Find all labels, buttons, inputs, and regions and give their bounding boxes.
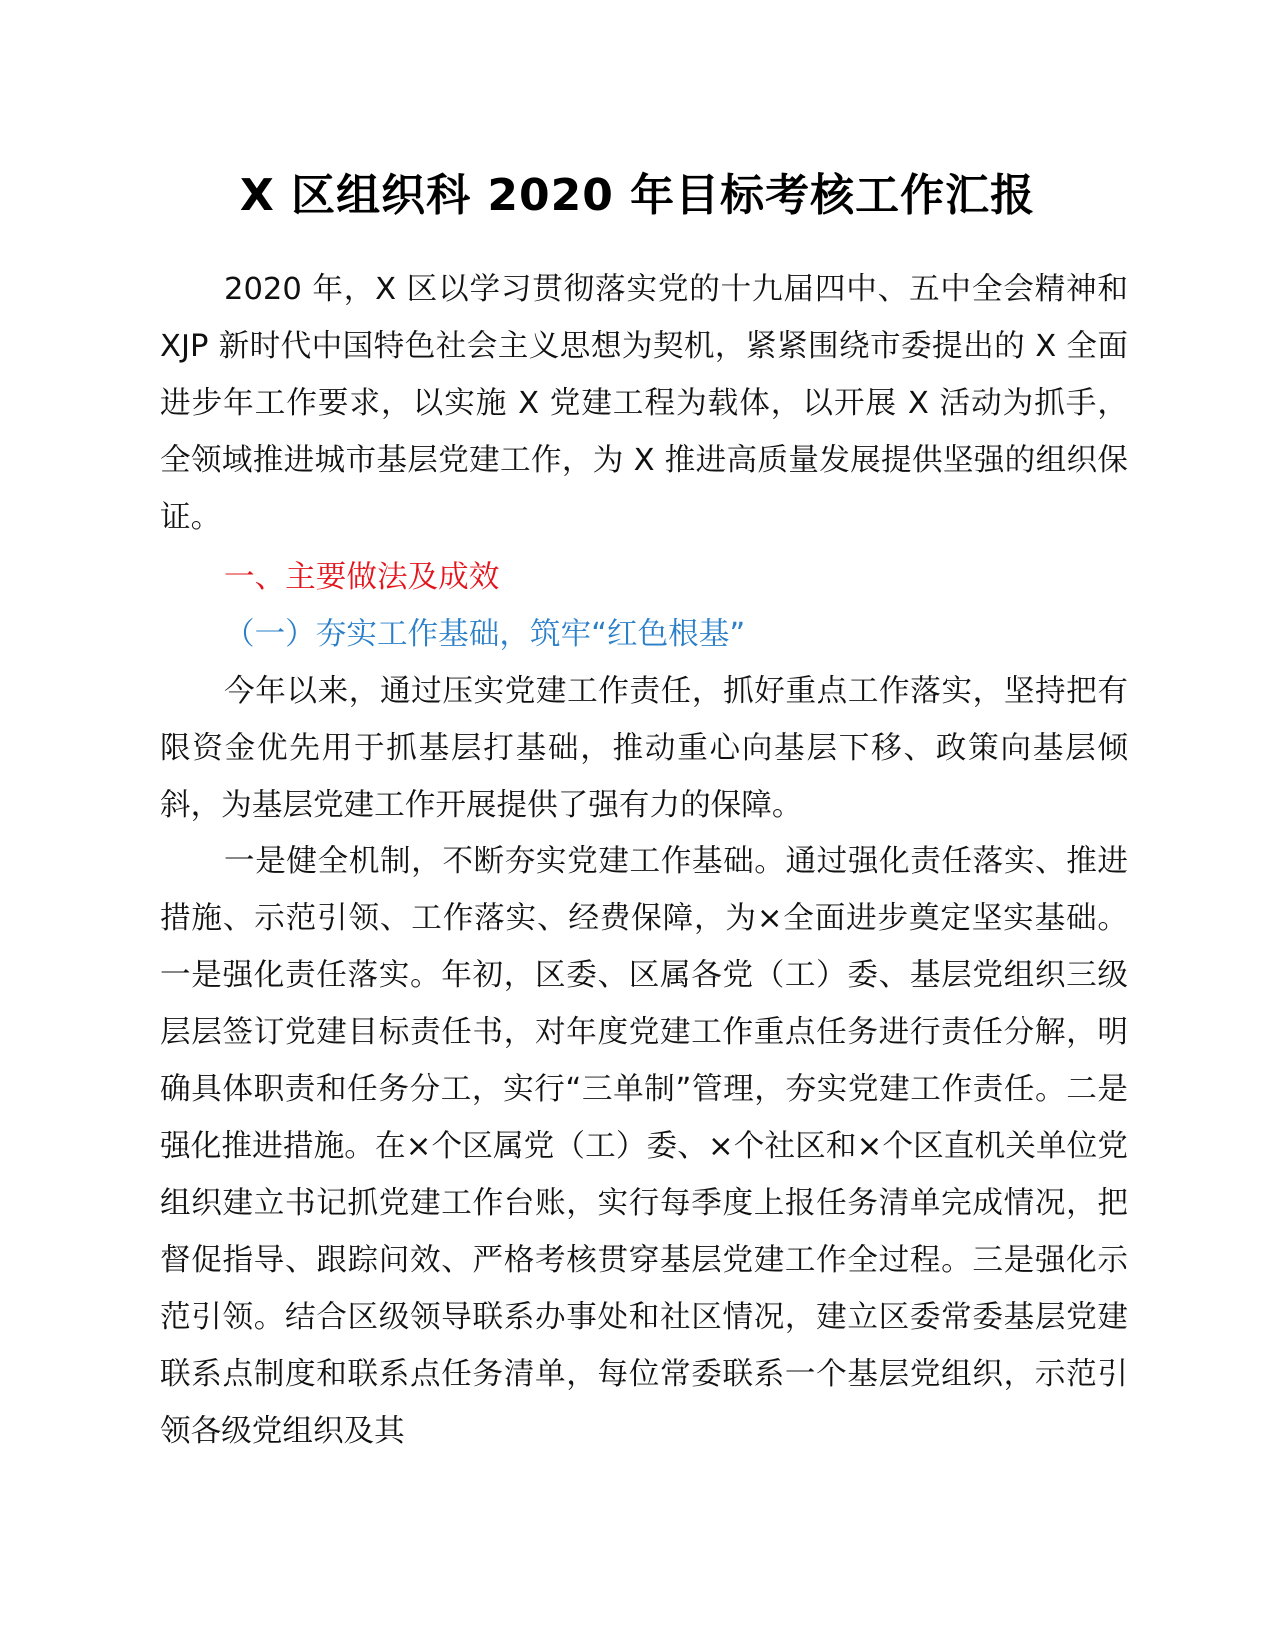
body-paragraph-2: 一是健全机制，不断夯实党建工作基础。通过强化责任落实、推进措施、示范引领、工作落实、经费保障，为×全面进步奠定坚实基础。一是强化责任落实。年初，区委、区属各党（工）委、基层党组织三级层层签订党建目标责任书，对年度党建工作重点任务进行责任分解，明确具体职责和任务分工，实行“三单制”管理，夯实党建工作责任。二是强化推进措施。在×个区属党（工）委、×个社区和×个区直机关单位党组织建立书记抓党建工作台账，实行每季度上报任务清单完成情况，把督促指导、跟踪问效、严格考核贯穿基层党建工作全过程。三是强化示范引领。结合区级领导联系办事处和社区情况，建立区委常委基层党建联系点制度和联系点任务清单，每位常委联系一个基层党组织，示范引领各级党组织及其	[160, 844, 1128, 1449]
section-heading: 一、主要做法及成效	[224, 560, 500, 595]
body-paragraph-1: 今年以来，通过压实党建工作责任，抓好重点工作落实，坚持把有限资金优先用于抓基层打基础，推动重心向基层下移、政策向基层倾斜，为基层党建工作开展提供了强有力的保障。	[160, 674, 1128, 823]
subsection-heading: （一）夯实工作基础，筑牢“红色根基”	[224, 617, 746, 652]
document-title: X 区组织科 2020 年目标考核工作汇报	[239, 170, 1036, 221]
intro-paragraph: 2020 年，X 区以学习贯彻落实党的十九届四中、五中全会精神和 XJP 新时代中国特色社会主义思想为契机，紧紧围绕市委提出的 X 全面进步年工作要求，以实施 X 党建工程为载体，以开展 X 活动为抓手，全领域推进城市基层党建工作，为 X 推进高质量发展提供坚强的组织保证。	[160, 272, 1128, 535]
